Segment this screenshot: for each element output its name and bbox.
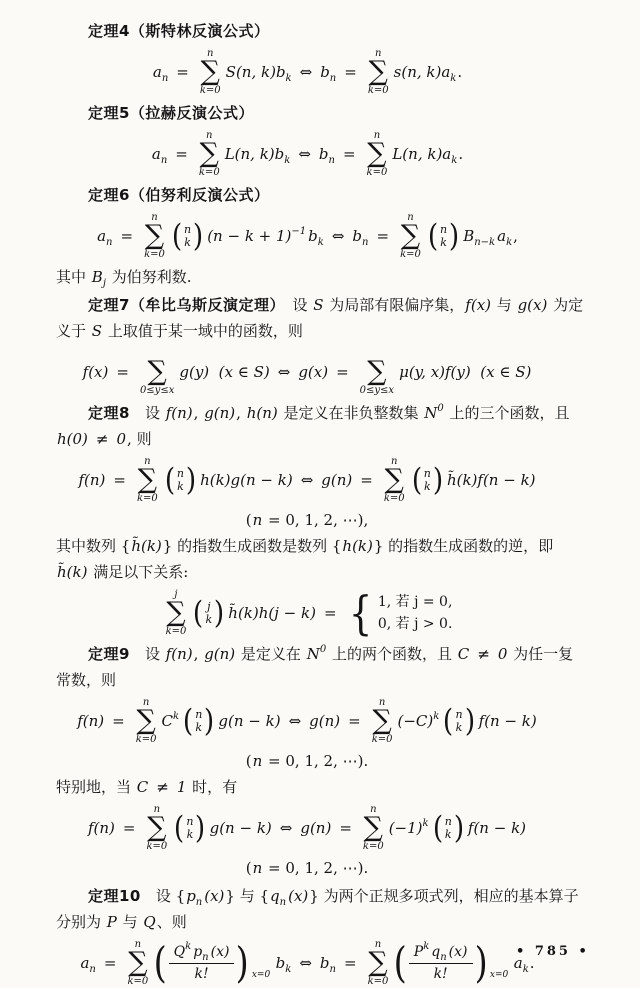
math-variable: $a_k$ xyxy=(497,227,513,248)
body-text: = 0, 1, 2, ⋯). xyxy=(263,752,369,770)
math-variable: $b_n$ xyxy=(318,145,335,166)
math-operator: ≠ xyxy=(477,645,490,663)
math-variable: h̃(k)h(j − k) xyxy=(228,604,316,622)
math-operator: = xyxy=(360,471,373,489)
body-text: . xyxy=(458,145,464,163)
body-text: 设 { xyxy=(140,887,186,905)
sum-symbol: n ∑ k=0 xyxy=(146,804,168,852)
theorem-10-continuation xyxy=(0,909,614,935)
math-variable: f(n − k) xyxy=(467,819,527,837)
sum-symbol: n ∑ k=0 xyxy=(371,697,393,745)
math-operator: ⇔ xyxy=(298,145,311,163)
math-operator: ≠ xyxy=(95,430,109,448)
body-text: ( xyxy=(245,859,252,877)
formula-lah-inversion xyxy=(0,129,614,179)
body-text: } 的指数生成函数的逆，即 xyxy=(373,537,554,555)
body-text: 常数，则 xyxy=(56,671,117,689)
theorem-4-heading xyxy=(0,18,614,44)
body-text: 上的三个函数，且 xyxy=(444,404,570,422)
cases-bracket: { 1, 若 j = 0, 0, 若 j > 0. xyxy=(348,586,453,640)
math-variable: $(-C)^k$ xyxy=(397,711,440,730)
math-variable: s(n, $k)a_k$ xyxy=(393,63,457,84)
binomial-coefficient: ( n k ) xyxy=(411,461,444,498)
body-text: . xyxy=(457,63,463,81)
body-text: 上的两个函数，且 xyxy=(327,645,457,663)
math-variable: h(k)g(n − k) xyxy=(200,471,293,489)
math-variable: (x ∈ S) xyxy=(480,363,532,381)
sum-symbol: n ∑ k=0 xyxy=(198,130,220,178)
math-variable: h(k) xyxy=(342,537,373,555)
heading-text: 定理7（牟比乌斯反演定理） xyxy=(88,296,278,314)
body-text: 上取值于某一域中的函数，则 xyxy=(103,322,303,340)
body-text: } 的指数生成函数是数列 { xyxy=(162,537,342,555)
sum-symbol: n ∑ k=0 xyxy=(367,48,389,96)
math-variable: f(n) xyxy=(77,712,105,730)
math-variable: f(n) xyxy=(165,404,193,422)
binomial-coefficient: ( n k ) xyxy=(427,217,460,254)
body-text: , xyxy=(236,404,246,422)
body-text: 与 xyxy=(117,913,143,931)
math-operator: = xyxy=(113,471,126,489)
math-variable: f(x) xyxy=(465,296,492,314)
math-variable: $p_n$ xyxy=(186,887,203,908)
math-variable: (x) xyxy=(288,887,309,905)
math-operator: = xyxy=(175,145,188,163)
math-variable: 1 xyxy=(176,778,187,796)
heading-text: 定理4（斯特林反演公式） xyxy=(88,22,270,40)
math-variable: C xyxy=(457,645,470,663)
math-operator: = xyxy=(339,819,352,837)
body-text: 是定义在 xyxy=(236,645,306,663)
body-text: 是定义在非负整数集 xyxy=(278,404,424,422)
math-variable: n xyxy=(252,511,263,529)
formula-mobius-inversion xyxy=(0,347,614,397)
math-variable: (x) xyxy=(204,887,225,905)
sum-symbol: n ∑ k=0 xyxy=(400,212,421,260)
formula-theorem-9 xyxy=(0,696,614,746)
math-variable: g(n − k) xyxy=(209,819,272,837)
math-operator: = xyxy=(103,954,117,972)
math-variable: (x) xyxy=(448,943,468,960)
heading-text: 定理6（伯努利反演公式） xyxy=(88,186,270,204)
math-variable: $N^0$ xyxy=(306,644,327,663)
sum-symbol: n ∑ k=0 xyxy=(144,212,165,260)
math-variable: $b_k$ xyxy=(308,227,324,248)
math-variable: $N^0$ xyxy=(424,403,444,422)
sum-symbol: ∑ 0≤y≤x xyxy=(359,356,395,396)
body-text: , 则 xyxy=(127,430,152,448)
body-text: . xyxy=(529,954,535,972)
body-text: 设 xyxy=(129,404,165,422)
math-variable: k! xyxy=(433,965,448,982)
body-text: ( xyxy=(245,752,252,770)
math-operator: ⇔ xyxy=(288,712,302,730)
body-text: , xyxy=(193,404,204,422)
math-variable: $(n - k + 1)^{-1}$ xyxy=(207,226,307,245)
math-variable: S xyxy=(91,322,103,340)
heading-text: 定理8 xyxy=(88,404,130,422)
math-variable: h̃(k) xyxy=(57,563,88,581)
math-variable: $P^k$ xyxy=(413,940,430,960)
binomial-coefficient: ( j k ) xyxy=(193,594,225,631)
theorem-8-condition xyxy=(0,426,614,452)
theorem-8-range-note xyxy=(0,508,614,533)
heading-text: 定理5（拉赫反演公式） xyxy=(88,104,254,122)
math-variable: Q xyxy=(143,913,156,931)
body-text: 其中数列 { xyxy=(56,537,131,555)
math-variable: g(n) xyxy=(321,471,353,489)
math-variable: n xyxy=(252,752,263,770)
math-variable: C xyxy=(136,778,149,796)
math-variable: $b_n$ xyxy=(352,227,369,248)
body-text: = 0, 1, 2, ⋯), xyxy=(263,511,369,529)
bernoulli-number-note xyxy=(0,264,614,290)
page-number: • 785 • xyxy=(516,944,590,959)
body-text: 设 xyxy=(277,296,313,314)
math-variable: $Q^k$ xyxy=(173,940,192,960)
body-text: 、则 xyxy=(156,913,187,931)
math-variable: $a_n$ xyxy=(152,63,169,84)
math-operator: ≠ xyxy=(156,778,169,796)
math-variable: g(n) xyxy=(204,404,236,422)
body-text: 满足以下关系: xyxy=(88,563,189,581)
body-text: 为伯努利数. xyxy=(106,268,192,286)
math-variable: $a_k$ xyxy=(513,954,529,975)
body-text: 设 xyxy=(129,645,165,663)
math-operator: = xyxy=(116,363,129,381)
math-operator: ⇔ xyxy=(299,63,313,81)
math-variable: $b_k$ xyxy=(275,954,292,975)
theorem-6-heading xyxy=(0,182,614,208)
math-variable: $q_n$ xyxy=(270,887,287,908)
math-variable: 0 xyxy=(497,645,508,663)
math-variable: h(n) xyxy=(246,404,278,422)
math-variable: f(n − k) xyxy=(478,712,537,730)
body-text: } 为两个正规多项式列，相应的基本算子 xyxy=(309,887,579,905)
math-variable: f(n) xyxy=(165,645,193,663)
math-operator: ⇔ xyxy=(277,363,291,381)
math-variable: $b_n$ xyxy=(320,63,337,84)
math-operator: = xyxy=(122,819,136,837)
sum-symbol: n ∑ k=0 xyxy=(367,939,389,987)
math-variable: (x) xyxy=(210,943,230,960)
theorem-9-range-note xyxy=(0,749,614,774)
math-variable: g(x) xyxy=(517,296,548,314)
formula-h-tilde-relation xyxy=(0,588,614,638)
theorem-7-heading xyxy=(0,292,614,318)
body-text: , xyxy=(513,227,518,245)
math-variable: g(n − k) xyxy=(218,712,281,730)
math-operator: ⇔ xyxy=(299,954,312,972)
formula-theorem-8 xyxy=(0,455,614,505)
heading-text: 定理9 xyxy=(88,645,130,663)
theorem-8-heading xyxy=(0,400,614,426)
math-variable: $a_n$ xyxy=(80,954,96,975)
sum-symbol: n ∑ k=0 xyxy=(383,456,405,504)
math-operator: = xyxy=(348,712,361,730)
math-operator: = xyxy=(344,63,357,81)
special-case-range-note xyxy=(0,856,614,881)
math-variable: g(n) xyxy=(204,645,236,663)
formula-bernoulli-inversion xyxy=(0,211,614,261)
formula-binomial-inversion xyxy=(0,803,614,853)
math-operator: = xyxy=(176,63,189,81)
math-variable: k! xyxy=(194,965,209,982)
math-variable: P xyxy=(106,913,117,931)
math-variable: h̃(k) xyxy=(131,537,162,555)
evaluated-parenthesis: ( $\frac{Q^k p_n (x)}{k!}$ ) x=0 xyxy=(153,938,271,987)
binomial-coefficient: ( n k ) xyxy=(443,702,475,739)
fraction xyxy=(409,940,473,984)
math-variable: $C^k$ xyxy=(161,711,180,730)
theorem-10-heading xyxy=(0,883,614,909)
theorem-7-continuation xyxy=(0,318,614,344)
math-operator: = xyxy=(342,145,356,163)
body-text: 为定 xyxy=(548,296,584,314)
sum-symbol: n ∑ k=0 xyxy=(136,456,158,504)
binomial-coefficient: ( n k ) xyxy=(183,702,215,739)
math-operator: = xyxy=(120,227,134,245)
math-variable: f(n) xyxy=(78,471,106,489)
body-text: 其中 xyxy=(56,268,91,286)
math-variable: L(n, $k)a_k$ xyxy=(392,145,458,166)
sum-symbol: j ∑ k=0 xyxy=(165,589,187,637)
math-variable: L(n, $k)b_k$ xyxy=(224,145,291,166)
math-variable: $a_n$ xyxy=(151,145,168,166)
body-text: } 与 { xyxy=(225,887,270,905)
math-variable: μ(y, x)f(y) xyxy=(399,363,471,381)
math-operator: ⇔ xyxy=(279,819,293,837)
math-variable: g(x) xyxy=(298,363,329,381)
body-text: 分别为 xyxy=(56,913,106,931)
formula-stirling-inversion xyxy=(0,47,614,97)
sum-symbol: n ∑ k=0 xyxy=(199,48,221,96)
math-variable: $B_{n-k}$ xyxy=(463,227,496,248)
h-tilde-explanation-line-2 xyxy=(0,559,614,585)
math-operator: = xyxy=(343,954,357,972)
body-text: , xyxy=(193,645,204,663)
math-variable: g(n) xyxy=(309,712,341,730)
math-variable: $q_n$ xyxy=(431,943,447,963)
math-variable: 0 xyxy=(116,430,127,448)
math-variable: h̃(k)f(n − k) xyxy=(446,471,536,489)
math-operator: = xyxy=(376,227,390,245)
body-text: 义于 xyxy=(56,322,91,340)
math-variable: g(n) xyxy=(300,819,332,837)
theorem-9-heading xyxy=(0,641,614,667)
math-variable: $p_n$ xyxy=(193,943,209,963)
binomial-coefficient: ( n k ) xyxy=(174,809,206,846)
math-variable: f(n) xyxy=(87,819,115,837)
sum-symbol: n ∑ k=0 xyxy=(366,130,388,178)
math-operator: ⇔ xyxy=(300,471,314,489)
evaluated-parenthesis: ( $\frac{P^k q_n (x)}{k!}$ ) x=0 xyxy=(394,938,509,987)
math-operator: = xyxy=(112,712,125,730)
sum-symbol: n ∑ k=0 xyxy=(127,939,149,987)
math-operator: ⇔ xyxy=(331,227,345,245)
heading-text: 定理10 xyxy=(88,887,141,905)
body-text: 时，有 xyxy=(187,778,238,796)
binomial-coefficient: ( n k ) xyxy=(164,461,197,498)
body-text: 为局部有限偏序集， xyxy=(324,296,465,314)
math-variable: n xyxy=(252,859,263,877)
math-variable: g(y) xyxy=(179,363,210,381)
math-variable: S(n, $k)b_k$ xyxy=(225,63,292,84)
math-variable: $B_j$ xyxy=(91,268,106,289)
math-variable: $a_n$ xyxy=(97,227,113,248)
body-text: ( xyxy=(245,511,252,529)
body-text: 为任一复 xyxy=(508,645,574,663)
sum-symbol: ∑ 0≤y≤x xyxy=(139,356,175,396)
h-tilde-explanation-line-1 xyxy=(0,533,614,559)
math-operator: = xyxy=(323,604,337,622)
math-variable: S xyxy=(313,296,324,314)
math-variable: $(-1)^k$ xyxy=(388,818,429,837)
math-variable: $b_n$ xyxy=(319,954,336,975)
body-text: 与 xyxy=(492,296,517,314)
body-text: 特别地，当 xyxy=(56,778,136,796)
body-text: = 0, 1, 2, ⋯). xyxy=(263,859,369,877)
theorem-5-heading xyxy=(0,100,614,126)
math-variable: f(x) xyxy=(82,363,109,381)
binomial-coefficient: ( n k ) xyxy=(171,217,204,254)
theorem-9-continuation xyxy=(0,667,614,693)
math-variable: (x ∈ S) xyxy=(218,363,270,381)
special-case-intro xyxy=(0,774,614,800)
sum-symbol: n ∑ k=0 xyxy=(362,804,384,852)
math-variable: h(0) xyxy=(57,430,88,448)
binomial-coefficient: ( n k ) xyxy=(432,809,464,846)
sum-symbol: n ∑ k=0 xyxy=(135,697,157,745)
math-operator: = xyxy=(336,363,349,381)
